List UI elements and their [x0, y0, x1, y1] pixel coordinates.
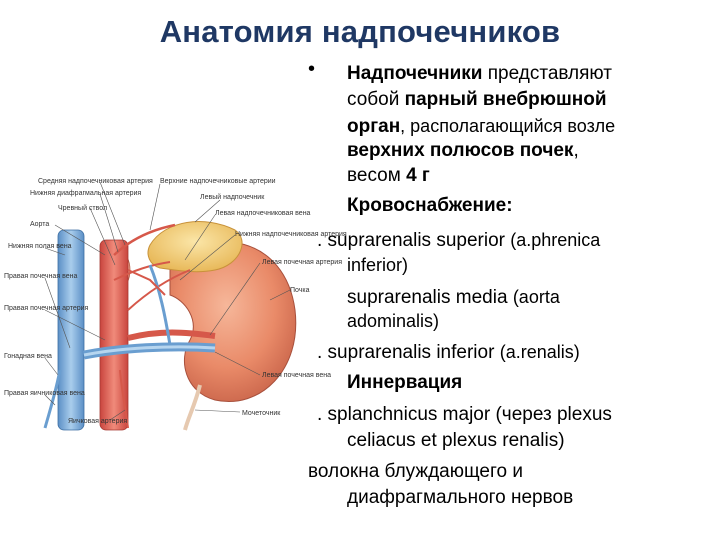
- term-upper-poles: верхних полюсов почек: [347, 140, 574, 161]
- text-line-13: . splanchnicus major (через plexus: [317, 404, 612, 425]
- heading-blood-supply-label: Кровоснабжение:: [347, 195, 513, 216]
- bullet-marker: •: [308, 58, 316, 80]
- text-fragment: ,: [573, 140, 579, 161]
- figure-label: Левая почечная вена: [262, 372, 332, 379]
- figure-label: Гонадная вена: [4, 353, 52, 360]
- text-fragment: suprarenalis media: [347, 287, 513, 308]
- text-line-1: [347, 62, 612, 86]
- text-line-10: adominalis): [347, 311, 440, 331]
- text-fragment: . suprarenalis inferior: [317, 342, 500, 363]
- slide-title: Анатомия надпочечников: [159, 14, 561, 49]
- text-fragment: собой: [347, 89, 405, 110]
- text-line-14: celiacus et plexus renalis): [347, 430, 565, 451]
- text-line-7: [317, 228, 600, 253]
- vena-cava-vessel: [58, 230, 84, 430]
- term-paired-organ: парный внебрюшной: [404, 89, 607, 110]
- text-line-16: диафрагмального нервов: [347, 487, 574, 508]
- text-fragment: весом: [347, 165, 407, 186]
- text-fragment: (a.renalis): [499, 342, 580, 362]
- term-weight: 4 г: [406, 165, 430, 186]
- figure-label: Верхние надпочечниковые артерии: [160, 178, 276, 185]
- figure-label: Правая почечная вена: [4, 273, 78, 280]
- figure-label: Нижняя надпочечниковая артерия: [235, 231, 347, 238]
- term-adrenals: Надпочечники: [347, 63, 483, 84]
- figure-label: Нижняя полая вена: [8, 243, 72, 250]
- term-organ: орган: [347, 116, 401, 137]
- figure-label: Нижняя диафрагмальная артерия: [30, 190, 142, 197]
- figure-label: Левая надпочечниковая вена: [215, 210, 311, 217]
- figure-label: Левая почечная артерия: [262, 259, 342, 266]
- figure-label: Почка: [290, 287, 310, 294]
- text-line-2: [347, 88, 607, 112]
- text-line-5: [347, 164, 430, 188]
- figure-label: Аорта: [30, 221, 50, 228]
- figure-label: Мочеточник: [242, 410, 281, 417]
- heading-innervation-label: Иннервация: [347, 372, 463, 393]
- text-fragment: (aorta: [512, 287, 560, 307]
- text-fragment: представляют: [482, 63, 612, 84]
- text-line-4: [347, 139, 579, 163]
- text-line-15: волокна блуждающего и: [308, 461, 523, 482]
- text-line-11: [317, 340, 580, 365]
- text-line-9: [347, 285, 560, 310]
- figure-label: Средняя надпочечниковая артерия: [38, 178, 153, 185]
- text-line-3: [347, 114, 615, 139]
- figure-label: Левый надпочечник: [200, 194, 265, 201]
- figure-label: Яичковая артерия: [68, 418, 128, 425]
- adrenal-anatomy-illustration: [0, 170, 347, 430]
- figure-label: Правая почечная артерия: [4, 305, 89, 312]
- figure-label: Чревный ствол: [58, 205, 108, 212]
- text-fragment: , располагающийся возле: [400, 116, 616, 136]
- figure-label: Правая яичниковая вена: [4, 390, 85, 397]
- text-line-8: inferior): [347, 255, 409, 275]
- heading-blood-supply: [347, 194, 513, 218]
- text-fragment: . suprarenalis superior: [317, 230, 511, 251]
- heading-innervation: [347, 371, 462, 395]
- text-fragment: (a.phrenica: [510, 230, 601, 250]
